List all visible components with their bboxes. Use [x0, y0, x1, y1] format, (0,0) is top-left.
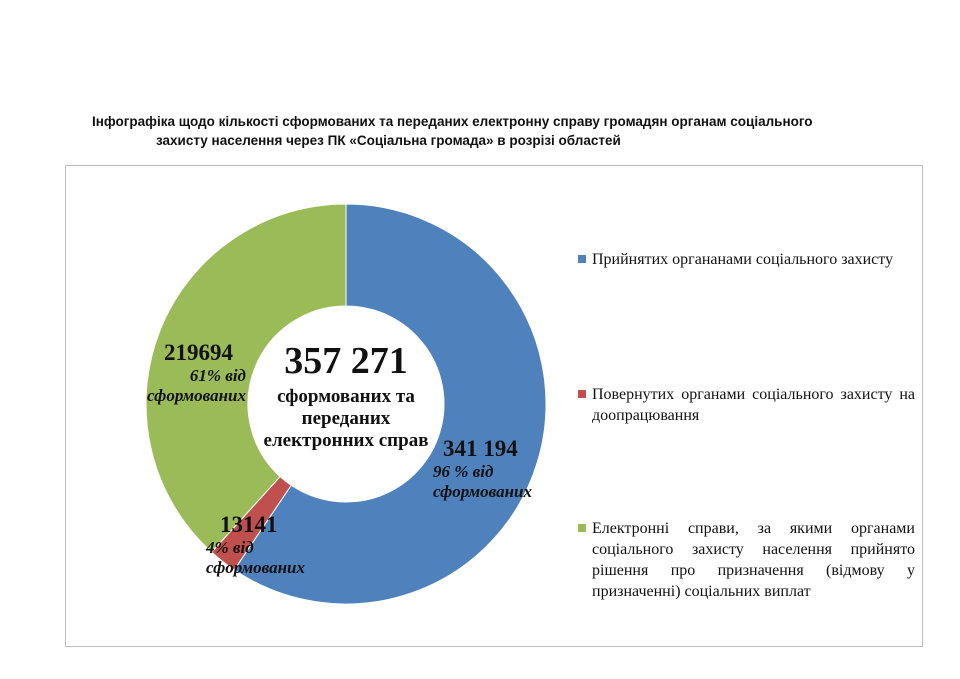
- data-label-electronic-pct: 61% від сформованих: [147, 366, 246, 405]
- legend-marker-icon: [578, 524, 586, 532]
- legend-marker-icon: [578, 390, 586, 398]
- legend-item-returned: [578, 384, 915, 426]
- data-label-electronic: [116, 340, 246, 406]
- data-label-returned: [206, 512, 336, 578]
- data-label-accepted-value: 341 194: [443, 436, 518, 461]
- chart-title-line-1: Інфографіка щодо кількості сформованих та переданих електронну справу громадян органам соціального: [92, 114, 813, 129]
- legend-marker-icon: [578, 255, 586, 263]
- legend-item-accepted: [578, 249, 915, 270]
- legend-item-label: Електронні справи, за якими органами соціального захисту населення прийнято рішення про призначення (відмову у призначенні) соціальних виплат: [592, 520, 915, 600]
- legend-item-electronic: [578, 518, 915, 602]
- legend-item-label: Повернутих органами соціального захисту на доопрацювання: [592, 386, 915, 424]
- total-count: 357 271: [284, 340, 408, 382]
- chart-title-line-2: захисту населення через ПК «Соціальна громада» в розрізі областей: [156, 133, 621, 148]
- total-caption: сформованих та переданих електронних справ: [263, 386, 429, 451]
- donut-center-label: [262, 340, 430, 452]
- data-label-returned-pct: 4% від сформованих: [206, 538, 305, 577]
- data-label-accepted: [433, 436, 563, 502]
- data-label-returned-value: 13141: [220, 512, 278, 537]
- data-label-accepted-pct: 96 % від сформованих: [433, 462, 532, 501]
- data-label-electronic-value: 219694: [164, 340, 233, 365]
- legend-item-label: Прийнятих органанами соціального захисту: [592, 251, 894, 268]
